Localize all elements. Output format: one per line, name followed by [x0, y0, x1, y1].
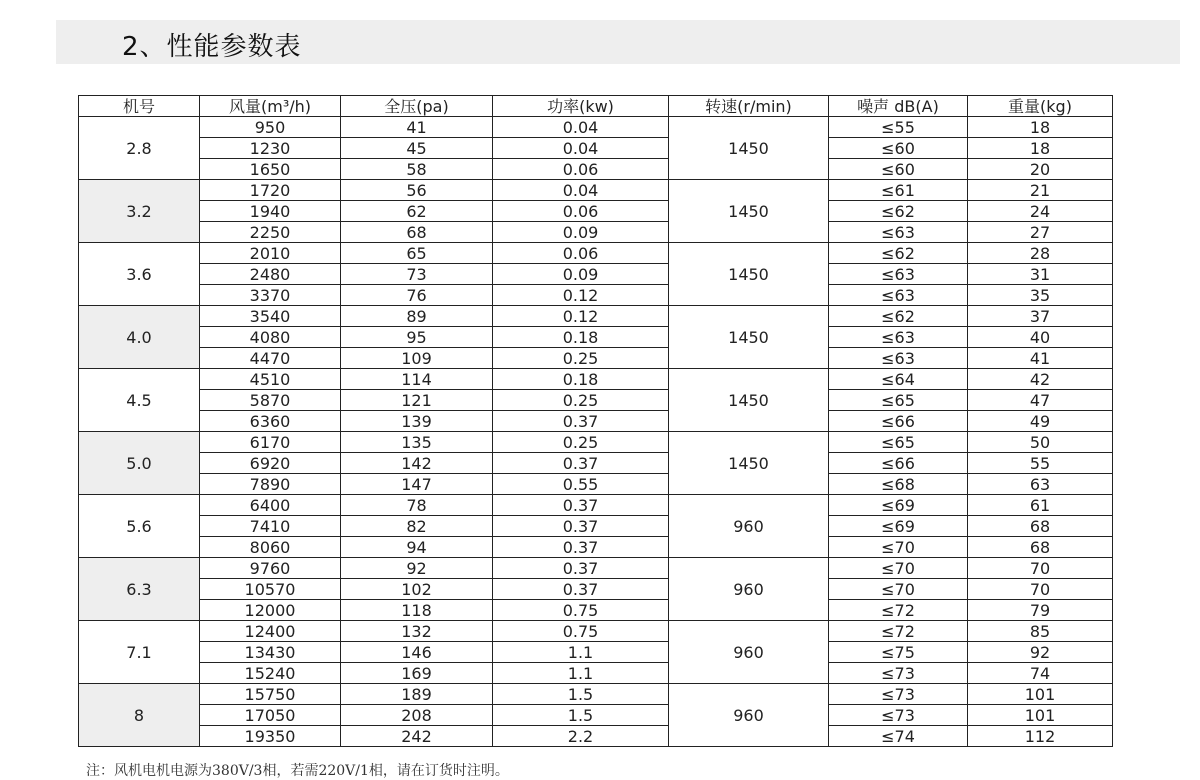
power-cell: 0.37 — [493, 516, 669, 537]
pressure-cell: 147 — [341, 474, 493, 495]
power-cell: 0.75 — [493, 600, 669, 621]
power-cell: 0.18 — [493, 369, 669, 390]
noise-cell: ≤60 — [829, 138, 968, 159]
table-row — [79, 453, 1113, 474]
model-cell: 3.2 — [79, 180, 200, 243]
noise-cell: ≤74 — [829, 726, 968, 747]
weight-cell: 27 — [968, 222, 1113, 243]
noise-cell: ≤68 — [829, 474, 968, 495]
noise-cell: ≤73 — [829, 684, 968, 705]
pressure-cell: 82 — [341, 516, 493, 537]
noise-cell: ≤73 — [829, 705, 968, 726]
model-cell: 7.1 — [79, 621, 200, 684]
weight-cell: 68 — [968, 537, 1113, 558]
pressure-cell: 94 — [341, 537, 493, 558]
flow-cell: 6360 — [200, 411, 341, 432]
table-row — [79, 285, 1113, 306]
power-cell: 1.5 — [493, 705, 669, 726]
power-cell: 1.1 — [493, 663, 669, 684]
pressure-cell: 142 — [341, 453, 493, 474]
flow-cell: 13430 — [200, 642, 341, 663]
flow-cell: 1940 — [200, 201, 341, 222]
model-cell: 8 — [79, 684, 200, 747]
pressure-cell: 146 — [341, 642, 493, 663]
flow-cell: 8060 — [200, 537, 341, 558]
model-cell: 6.3 — [79, 558, 200, 621]
power-cell: 0.04 — [493, 117, 669, 138]
weight-cell: 112 — [968, 726, 1113, 747]
speed-cell: 1450 — [669, 369, 829, 432]
flow-cell: 12000 — [200, 600, 341, 621]
power-cell: 2.2 — [493, 726, 669, 747]
flow-cell: 6920 — [200, 453, 341, 474]
noise-cell: ≤75 — [829, 642, 968, 663]
power-cell: 0.75 — [493, 621, 669, 642]
header-model: 机号 — [79, 96, 200, 117]
table-row — [79, 348, 1113, 369]
weight-cell: 101 — [968, 684, 1113, 705]
weight-cell: 24 — [968, 201, 1113, 222]
noise-cell: ≤63 — [829, 285, 968, 306]
noise-cell: ≤70 — [829, 537, 968, 558]
power-cell: 0.12 — [493, 306, 669, 327]
speed-cell: 1450 — [669, 306, 829, 369]
header-pressure: 全压(pa) — [341, 96, 493, 117]
flow-cell: 6400 — [200, 495, 341, 516]
power-cell: 0.37 — [493, 453, 669, 474]
table-header-row — [79, 96, 1113, 117]
power-cell: 0.37 — [493, 537, 669, 558]
pressure-cell: 132 — [341, 621, 493, 642]
weight-cell: 20 — [968, 159, 1113, 180]
table-row — [79, 621, 1113, 642]
pressure-cell: 139 — [341, 411, 493, 432]
noise-cell: ≤63 — [829, 222, 968, 243]
weight-cell: 50 — [968, 432, 1113, 453]
weight-cell: 74 — [968, 663, 1113, 684]
speed-cell: 1450 — [669, 117, 829, 180]
pressure-cell: 56 — [341, 180, 493, 201]
power-cell: 0.09 — [493, 264, 669, 285]
power-cell: 0.37 — [493, 579, 669, 600]
weight-cell: 35 — [968, 285, 1113, 306]
noise-cell: ≤70 — [829, 579, 968, 600]
pressure-cell: 189 — [341, 684, 493, 705]
pressure-cell: 65 — [341, 243, 493, 264]
power-cell: 1.5 — [493, 684, 669, 705]
weight-cell: 21 — [968, 180, 1113, 201]
table-row — [79, 117, 1113, 138]
flow-cell: 2250 — [200, 222, 341, 243]
noise-cell: ≤62 — [829, 306, 968, 327]
flow-cell: 4510 — [200, 369, 341, 390]
power-cell: 0.06 — [493, 159, 669, 180]
table-row — [79, 243, 1113, 264]
pressure-cell: 62 — [341, 201, 493, 222]
page-title: 2、性能参数表 — [122, 32, 302, 62]
pressure-cell: 78 — [341, 495, 493, 516]
weight-cell: 42 — [968, 369, 1113, 390]
pressure-cell: 135 — [341, 432, 493, 453]
table-row — [79, 726, 1113, 747]
flow-cell: 3370 — [200, 285, 341, 306]
noise-cell: ≤69 — [829, 516, 968, 537]
weight-cell: 18 — [968, 117, 1113, 138]
table-row — [79, 432, 1113, 453]
footnote: 注：风机电机电源为380V/3相，若需220V/1相，请在订货时注明。 — [86, 763, 509, 779]
noise-cell: ≤60 — [829, 159, 968, 180]
pressure-cell: 89 — [341, 306, 493, 327]
header-flow: 风量(m³/h) — [200, 96, 341, 117]
pressure-cell: 208 — [341, 705, 493, 726]
flow-cell: 17050 — [200, 705, 341, 726]
table-row — [79, 369, 1113, 390]
weight-cell: 92 — [968, 642, 1113, 663]
power-cell: 0.37 — [493, 411, 669, 432]
flow-cell: 3540 — [200, 306, 341, 327]
title-bar — [56, 20, 1180, 64]
pressure-cell: 41 — [341, 117, 493, 138]
model-cell: 3.6 — [79, 243, 200, 306]
weight-cell: 47 — [968, 390, 1113, 411]
model-cell: 5.6 — [79, 495, 200, 558]
power-cell: 0.25 — [493, 348, 669, 369]
flow-cell: 19350 — [200, 726, 341, 747]
flow-cell: 7410 — [200, 516, 341, 537]
flow-cell: 10570 — [200, 579, 341, 600]
power-cell: 0.18 — [493, 327, 669, 348]
pressure-cell: 76 — [341, 285, 493, 306]
table-row — [79, 642, 1113, 663]
flow-cell: 6170 — [200, 432, 341, 453]
noise-cell: ≤70 — [829, 558, 968, 579]
table-row — [79, 138, 1113, 159]
table-row — [79, 264, 1113, 285]
header-noise: 噪声 dB(A) — [829, 96, 968, 117]
noise-cell: ≤64 — [829, 369, 968, 390]
weight-cell: 101 — [968, 705, 1113, 726]
power-cell: 0.06 — [493, 201, 669, 222]
pressure-cell: 102 — [341, 579, 493, 600]
weight-cell: 41 — [968, 348, 1113, 369]
weight-cell: 68 — [968, 516, 1113, 537]
weight-cell: 61 — [968, 495, 1113, 516]
flow-cell: 4080 — [200, 327, 341, 348]
flow-cell: 7890 — [200, 474, 341, 495]
flow-cell: 9760 — [200, 558, 341, 579]
weight-cell: 40 — [968, 327, 1113, 348]
model-cell: 5.0 — [79, 432, 200, 495]
power-cell: 0.25 — [493, 390, 669, 411]
table-row — [79, 180, 1113, 201]
noise-cell: ≤62 — [829, 201, 968, 222]
weight-cell: 55 — [968, 453, 1113, 474]
power-cell: 0.25 — [493, 432, 669, 453]
pressure-cell: 73 — [341, 264, 493, 285]
table-row — [79, 390, 1113, 411]
weight-cell: 85 — [968, 621, 1113, 642]
flow-cell: 15750 — [200, 684, 341, 705]
weight-cell: 28 — [968, 243, 1113, 264]
performance-table — [78, 95, 1113, 747]
weight-cell: 70 — [968, 558, 1113, 579]
table-row — [79, 474, 1113, 495]
speed-cell: 1450 — [669, 180, 829, 243]
table-row — [79, 306, 1113, 327]
header-power: 功率(kw) — [493, 96, 669, 117]
table-row — [79, 684, 1113, 705]
pressure-cell: 114 — [341, 369, 493, 390]
weight-cell: 63 — [968, 474, 1113, 495]
flow-cell: 2480 — [200, 264, 341, 285]
noise-cell: ≤62 — [829, 243, 968, 264]
power-cell: 1.1 — [493, 642, 669, 663]
pressure-cell: 92 — [341, 558, 493, 579]
table-row — [79, 600, 1113, 621]
speed-cell: 1450 — [669, 243, 829, 306]
noise-cell: ≤72 — [829, 600, 968, 621]
table-row — [79, 516, 1113, 537]
pressure-cell: 45 — [341, 138, 493, 159]
pressure-cell: 121 — [341, 390, 493, 411]
pressure-cell: 242 — [341, 726, 493, 747]
weight-cell: 18 — [968, 138, 1113, 159]
pressure-cell: 58 — [341, 159, 493, 180]
power-cell: 0.12 — [493, 285, 669, 306]
weight-cell: 79 — [968, 600, 1113, 621]
flow-cell: 1230 — [200, 138, 341, 159]
noise-cell: ≤63 — [829, 348, 968, 369]
flow-cell: 5870 — [200, 390, 341, 411]
power-cell: 0.04 — [493, 180, 669, 201]
power-cell: 0.37 — [493, 558, 669, 579]
flow-cell: 12400 — [200, 621, 341, 642]
pressure-cell: 109 — [341, 348, 493, 369]
table-row — [79, 558, 1113, 579]
pressure-cell: 118 — [341, 600, 493, 621]
flow-cell: 15240 — [200, 663, 341, 684]
weight-cell: 37 — [968, 306, 1113, 327]
model-cell: 2.8 — [79, 117, 200, 180]
weight-cell: 70 — [968, 579, 1113, 600]
table-row — [79, 411, 1113, 432]
pressure-cell: 169 — [341, 663, 493, 684]
noise-cell: ≤66 — [829, 453, 968, 474]
flow-cell: 2010 — [200, 243, 341, 264]
model-cell: 4.0 — [79, 306, 200, 369]
power-cell: 0.09 — [493, 222, 669, 243]
power-cell: 0.37 — [493, 495, 669, 516]
table-row — [79, 201, 1113, 222]
noise-cell: ≤65 — [829, 432, 968, 453]
flow-cell: 950 — [200, 117, 341, 138]
speed-cell: 960 — [669, 558, 829, 621]
power-cell: 0.55 — [493, 474, 669, 495]
noise-cell: ≤73 — [829, 663, 968, 684]
noise-cell: ≤55 — [829, 117, 968, 138]
table-row — [79, 579, 1113, 600]
noise-cell: ≤66 — [829, 411, 968, 432]
speed-cell: 960 — [669, 621, 829, 684]
speed-cell: 960 — [669, 495, 829, 558]
flow-cell: 1720 — [200, 180, 341, 201]
noise-cell: ≤61 — [829, 180, 968, 201]
model-cell: 4.5 — [79, 369, 200, 432]
table-body — [79, 117, 1113, 747]
table-row — [79, 495, 1113, 516]
table-row — [79, 222, 1113, 243]
noise-cell: ≤65 — [829, 390, 968, 411]
pressure-cell: 95 — [341, 327, 493, 348]
table-row — [79, 705, 1113, 726]
header-speed: 转速(r/min) — [669, 96, 829, 117]
noise-cell: ≤69 — [829, 495, 968, 516]
table-row — [79, 159, 1113, 180]
noise-cell: ≤63 — [829, 264, 968, 285]
flow-cell: 4470 — [200, 348, 341, 369]
header-weight: 重量(kg) — [968, 96, 1113, 117]
flow-cell: 1650 — [200, 159, 341, 180]
speed-cell: 1450 — [669, 432, 829, 495]
table-row — [79, 663, 1113, 684]
table-row — [79, 537, 1113, 558]
weight-cell: 31 — [968, 264, 1113, 285]
noise-cell: ≤63 — [829, 327, 968, 348]
power-cell: 0.04 — [493, 138, 669, 159]
pressure-cell: 68 — [341, 222, 493, 243]
table-row — [79, 327, 1113, 348]
speed-cell: 960 — [669, 684, 829, 747]
noise-cell: ≤72 — [829, 621, 968, 642]
weight-cell: 49 — [968, 411, 1113, 432]
power-cell: 0.06 — [493, 243, 669, 264]
